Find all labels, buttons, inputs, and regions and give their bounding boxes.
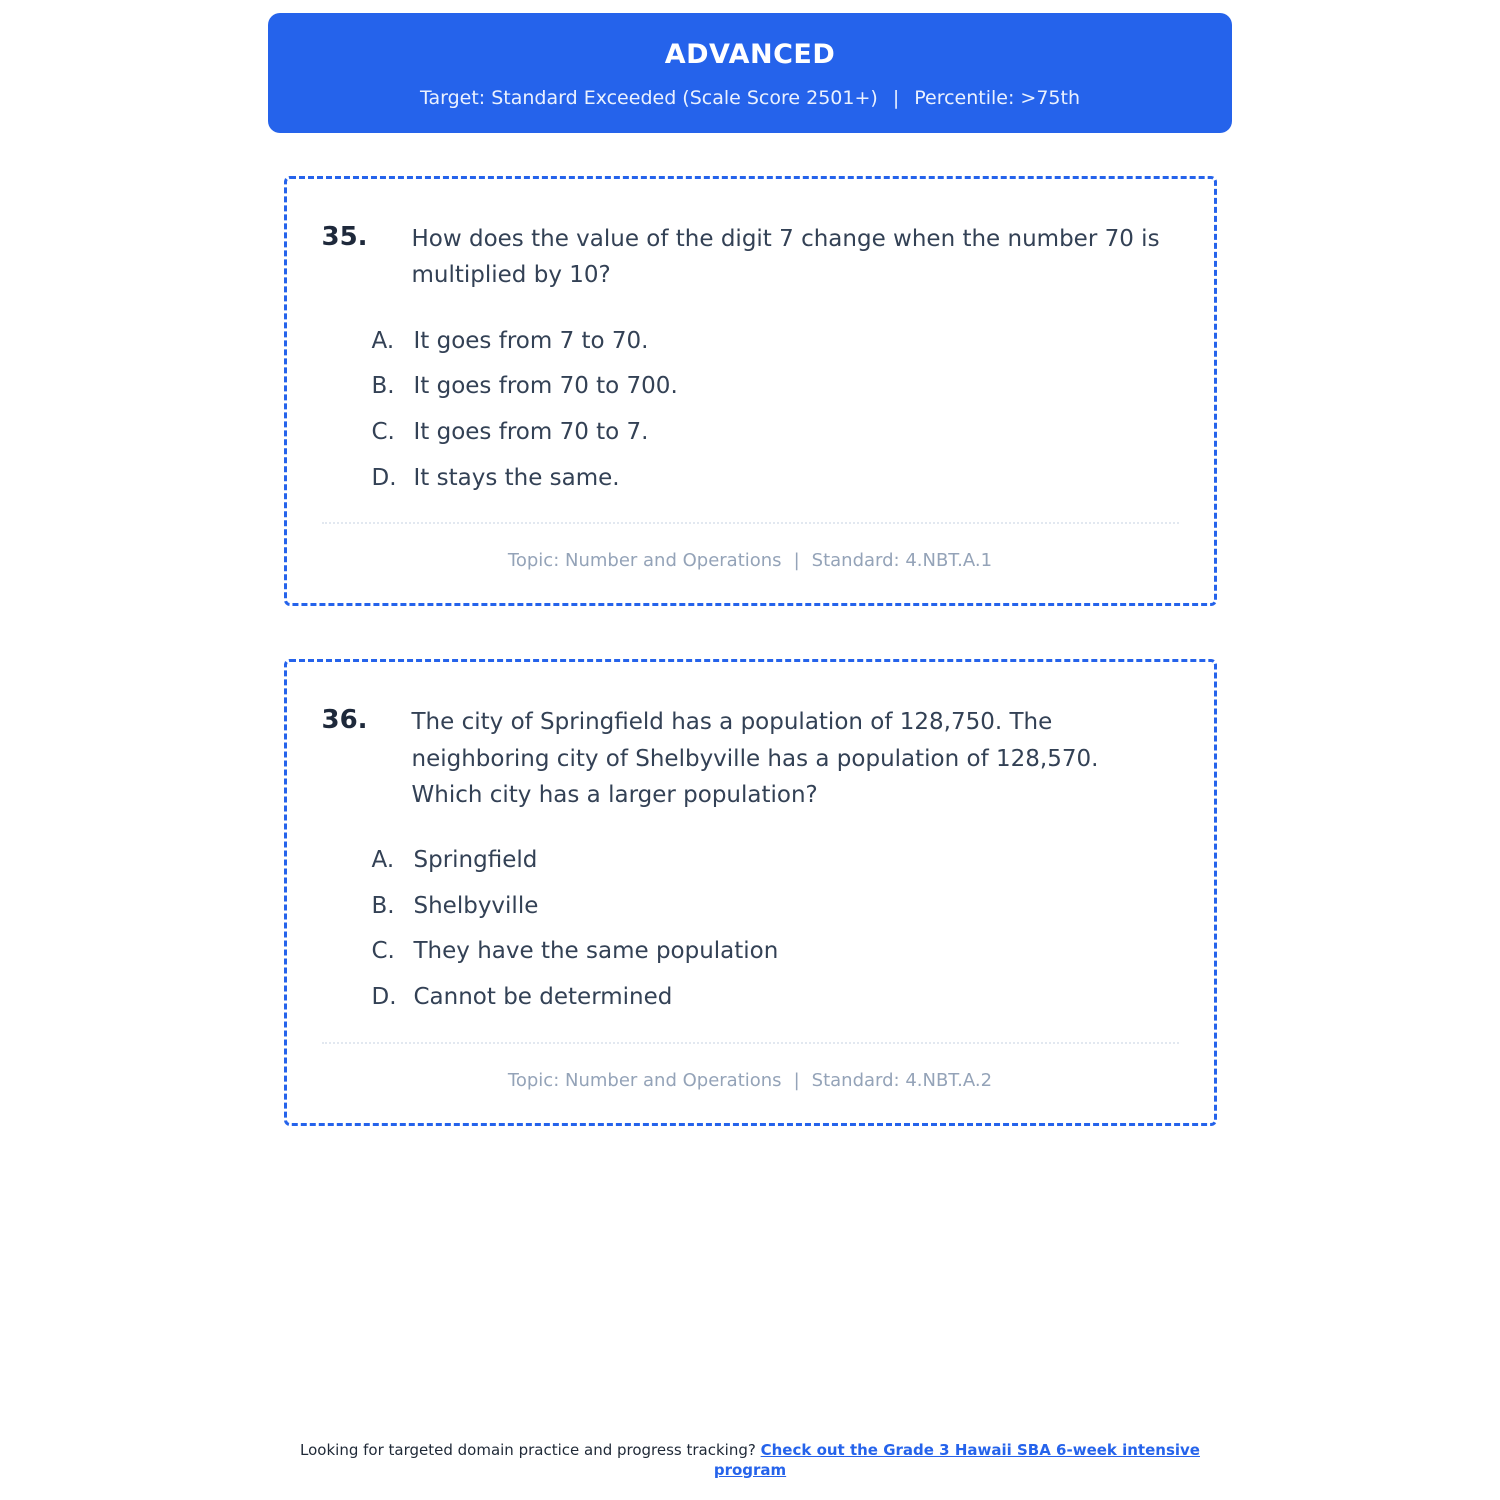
option-letter: B. bbox=[371, 373, 395, 400]
option-letter: D. bbox=[371, 984, 397, 1011]
question-row bbox=[322, 704, 1179, 813]
footer-note bbox=[285, 1440, 1215, 1500]
footer-prompt-text: Looking for targeted domain practice and progress tracking? bbox=[300, 1440, 756, 1459]
footer-program-link[interactable]: Check out the Grade 3 Hawaii SBA 6-week intensive program bbox=[713, 1440, 1200, 1479]
option-text: Springfield bbox=[413, 847, 538, 874]
option-letter: C. bbox=[371, 418, 395, 445]
question-text: How does the value of the digit 7 change when the number 70 is multiplied by 10? bbox=[411, 226, 1160, 289]
option-letter: C. bbox=[371, 938, 395, 965]
answer-option-b bbox=[372, 889, 1179, 925]
question-number: 35. bbox=[321, 222, 368, 252]
standard-label: Standard: 4.NBT.A.1 bbox=[811, 550, 993, 572]
option-letter: A. bbox=[371, 847, 395, 874]
answer-option-d bbox=[372, 461, 1179, 497]
question-meta bbox=[322, 1070, 1179, 1091]
answer-option-a bbox=[372, 324, 1179, 360]
option-letter: A. bbox=[371, 327, 395, 354]
percentile-text: Percentile: >75th bbox=[914, 87, 1080, 109]
answer-option-d bbox=[372, 980, 1179, 1016]
standard-label: Standard: 4.NBT.A.2 bbox=[811, 1069, 993, 1091]
level-title: ADVANCED bbox=[664, 39, 836, 70]
question-text: The city of Springfield has a population of 128,750. The neighboring city of Shelbyville has a population of 128,570. Which city has a larger population? bbox=[411, 709, 1099, 808]
option-letter: B. bbox=[371, 892, 395, 919]
option-text: Shelbyville bbox=[413, 892, 539, 919]
answer-option-b bbox=[372, 369, 1179, 405]
question-number: 36. bbox=[321, 705, 368, 736]
topic-label: Topic: Number and Operations bbox=[507, 1069, 782, 1091]
answer-option-c bbox=[372, 415, 1179, 451]
divider bbox=[322, 1042, 1179, 1044]
subtitle-separator: | bbox=[892, 87, 900, 109]
option-text: It goes from 70 to 700. bbox=[413, 373, 678, 400]
question-meta bbox=[322, 550, 1179, 571]
topic-label: Topic: Number and Operations bbox=[507, 550, 782, 572]
level-banner bbox=[268, 13, 1232, 133]
question-card-35 bbox=[284, 176, 1217, 606]
target-text: Target: Standard Exceeded (Scale Score 2501+) bbox=[420, 87, 878, 109]
question-row bbox=[322, 221, 1179, 294]
option-text: They have the same population bbox=[413, 938, 779, 965]
option-letter: D. bbox=[371, 464, 397, 491]
meta-separator: | bbox=[793, 1069, 800, 1091]
answer-options bbox=[372, 843, 1179, 1016]
answer-options bbox=[372, 324, 1179, 497]
option-text: It goes from 70 to 7. bbox=[413, 418, 649, 445]
level-subtitle bbox=[288, 87, 1212, 109]
answer-option-a bbox=[372, 843, 1179, 879]
answer-option-c bbox=[372, 934, 1179, 970]
divider bbox=[322, 522, 1179, 524]
question-list bbox=[0, 176, 1500, 1126]
option-text: It stays the same. bbox=[413, 464, 620, 491]
option-text: Cannot be determined bbox=[413, 984, 673, 1011]
option-text: It goes from 7 to 70. bbox=[413, 327, 649, 354]
meta-separator: | bbox=[793, 550, 800, 572]
question-card-36 bbox=[284, 659, 1217, 1126]
